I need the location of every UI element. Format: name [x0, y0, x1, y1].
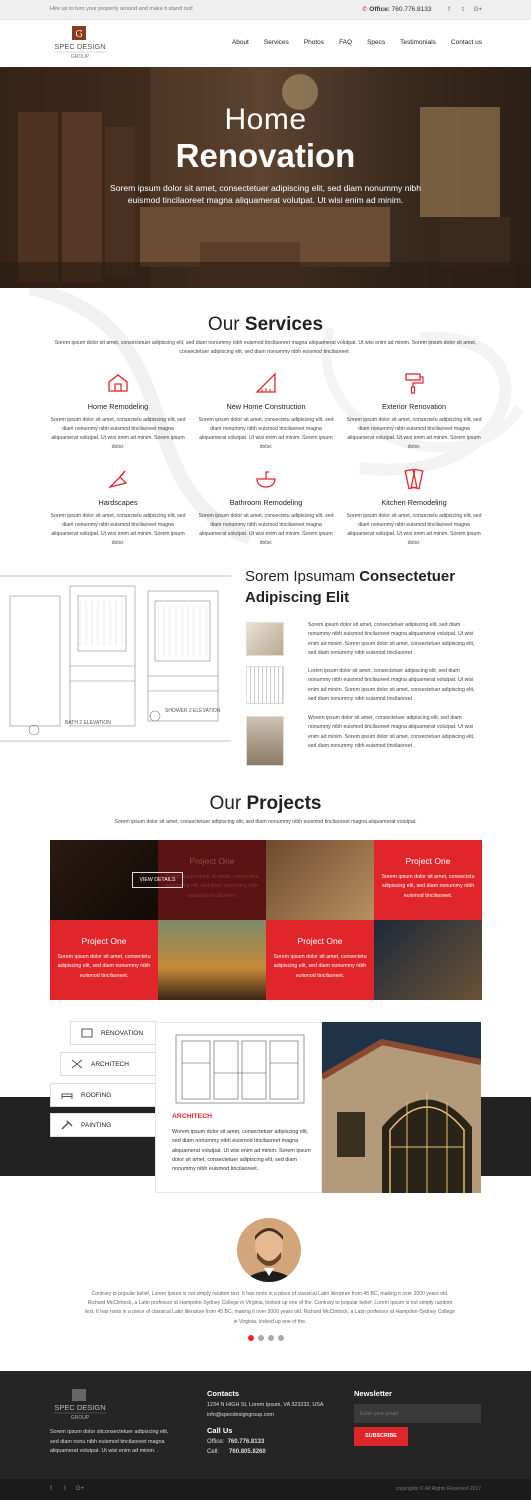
services-title: Our Services [207, 314, 324, 335]
service-bathroom-remodeling[interactable]: Bathroom Remodeling Sorem ipsum dolor sit amet, consectetu adipiscing elit, sed diam nonummy nibh euismod tincilaoreet magna aliquamerat volutpat. Ut wisi enim ad minim. Sorem ipsum dolor. [196, 467, 336, 548]
service-hardscapes[interactable]: Hardscapes Sorem ipsum dolor sit amet, consectetu adipiscing elit, sed diam nonummy nibh euismod tincilaoreet magna aliquamerat volutpat. Ut wisi enim ad minim. Sorem ipsum dolor. [48, 467, 188, 548]
roofing-icon [61, 1090, 73, 1100]
blueprint-drawing [0, 566, 231, 766]
project-tile-4[interactable]: Project One Sorem ipsum dolor sit amet, consectetu adipiscing elit, sed diam nonummy nibh euismod tincilaoreet. [374, 840, 482, 920]
hero-banner [0, 67, 531, 288]
footer [0, 1371, 531, 1479]
house-icon [106, 371, 130, 395]
project-tile-6[interactable] [158, 920, 266, 1000]
hero-subtitle: Sorem ipsum dolor sit amet, consectetuer adipiscing elit, sed diam nonummy nibh euismod tincilaoreet magna aliquamerat volutpat. Ut wisi enim ad minim. [110, 183, 421, 205]
project-tile-5[interactable]: Project One Sorem ipsum dolor sit amet, consectetu adipiscing elit, sed diam nonummy nibh euismod tincilaoreet. [50, 920, 158, 1000]
trowel-icon [106, 467, 130, 491]
nav-contact[interactable]: Contact us [450, 39, 482, 46]
phone-icon: ✆ [362, 6, 368, 13]
svg-text:BATH 2 ELEVATION: BATH 2 ELEVATION [65, 720, 111, 726]
ruler-icon [254, 371, 278, 395]
project-tile-2[interactable]: Project One Sorem ipsum dolor sit amet, consectetu adipiscing elit, sed diam nonummy nibh euismod tincilaoreet. [158, 840, 266, 920]
service-exterior-renovation[interactable]: Exterior Renovation Sorem ipsum dolor sit amet, consectetu adipiscing elit, sed diam nonummy nibh euismod tincilaoreet magna aliquamerat volutpat. Ut wisi enim ad minim. Sorem ipsum dolor. [344, 371, 484, 452]
footer-facebook-icon[interactable]: f [50, 1485, 52, 1492]
carousel-dot-4[interactable] [278, 1335, 284, 1341]
feature-paragraph-1: Sorem ipsum dolor sit amet, consectetuer adipiscing elit, sed diam nonummy nibh euismod tincilaoreet magna aliquamerat volutpat. Ut wisi enim ad minim. Sorem ipsum dolor sit amet, consectetuer adipiscing elit, sed diam nonummy nibh euismod tincilaoreet . [308, 622, 475, 656]
tab-architech[interactable]: ARCHITECH [60, 1052, 156, 1076]
svg-text:SPEC DESIGN: SPEC DESIGN [54, 1403, 106, 1412]
architech-icon [71, 1059, 83, 1069]
sink-icon [254, 467, 278, 491]
thumbnail-floorplan[interactable] [246, 622, 284, 656]
thumbnail-blueprint[interactable] [246, 666, 284, 704]
nav-services[interactable]: Services [263, 39, 289, 46]
google-plus-icon[interactable]: G+ [473, 6, 483, 13]
newsletter-email-input[interactable] [354, 1404, 481, 1423]
footer-office-phone[interactable]: Office: 760.776.8133 [207, 1439, 265, 1445]
carousel-dot-3[interactable] [268, 1335, 274, 1341]
footer-twitter-icon[interactable]: t [64, 1485, 66, 1492]
nav-testimonials[interactable]: Testimonials [400, 39, 436, 46]
nav-photos[interactable]: Photos [303, 39, 325, 46]
project-tile-7[interactable]: Project One Sorem ipsum dolor sit amet, consectetu adipiscing elit, sed diam nonummy nibh euismod tincilaoreet. [266, 920, 374, 1000]
feature-paragraph-3: Worem ipsum dolor sit amet, consectetuer adipiscing elit, sed diam nonummy nibh euismod tincilaoreet magna aliquamerat volutpat. Ut wisi enim ad minim. Sorem ipsum dolor sit amet, consectetuer adipiscing elit, sed diam nonummy nibh euismod tincilaoreet . [308, 715, 475, 749]
tab-renovation[interactable]: RENOVATION [70, 1021, 156, 1045]
copyright-text: copyrights © All Rights Reserved 2017 [395, 1486, 481, 1492]
feature-paragraph-2: Lorem ipsum dolor sit amet, consectetuer adipiscing elit, sed diam nonummy nibh euismod tincilaoreet magna aliquamerat volutpat. Ut wisi enim ad minim. Sorem ipsum dolor sit amet, consectetuer adipiscing elit, sed diam nonummy nibh euismod tincilaoreet . [308, 668, 475, 702]
svg-text:G: G [75, 30, 83, 40]
paint-roller-icon [402, 371, 426, 395]
facebook-icon[interactable]: f [448, 6, 450, 13]
tab-painting[interactable]: PAINTING [50, 1113, 156, 1137]
testimonial-text: Contrary to popular belief, Lorem Ipsum is not simply random text. It has roots in a piece of classical Latin literature from 45 BC, making it over 2000 years old. Richard McClintock, a Latin professor at Hampden-Sydney College in Virginia, looked up one of the. Contrary to popular belief, Lorem Ipsum is not simply random text. It has roots in a piece of classical Latin literature from 45 BC, making it over 2000 years old. Richard McClintock, a Latin professor at Hampden-Sydney College in Virginia, looked up one of the. [84, 1291, 456, 1325]
svg-text:GROUP: GROUP [70, 54, 90, 60]
service-new-home-construction[interactable]: New Home Construction Sorem ipsum dolor sit amet, consectetu adipiscing elit, sed diam nonummy nibh euismod tincilaoreet magna aliquamerat volutpat. Ut wisi enim ad minim. Sorem ipsum dolor. [196, 371, 336, 452]
svg-text:SHOWER 2 ELEVATION: SHOWER 2 ELEVATION [165, 708, 221, 714]
header [0, 20, 531, 67]
carousel-dot-1[interactable] [248, 1335, 254, 1341]
nav-specs[interactable]: Specs [367, 39, 386, 46]
tagline: Hire us to turn your property around and make it stand out! [50, 6, 193, 12]
avatar [237, 1218, 301, 1282]
thumbnail-bathroom[interactable] [246, 716, 284, 766]
footer-email[interactable]: info@specdesigngroup.com [207, 1412, 274, 1418]
carousel-dot-2[interactable] [258, 1335, 264, 1341]
tab-roofing[interactable]: ROOFING [50, 1083, 156, 1107]
copyright-bar [0, 1479, 531, 1500]
subscribe-button[interactable]: SUBSCRIBE [354, 1427, 408, 1446]
mansion-photo [322, 1022, 481, 1193]
svg-text:SPEC DESIGN: SPEC DESIGN [54, 42, 106, 51]
cabinet-sketch [174, 1033, 306, 1105]
top-bar [0, 0, 531, 20]
call-heading: Call Us [207, 1426, 233, 1435]
detail-title: ARCHITECH [172, 1113, 213, 1120]
view-details-button[interactable]: VIEW DETAILS [132, 872, 183, 888]
contacts-heading: Contacts [207, 1389, 240, 1398]
nav-about[interactable]: About [231, 39, 249, 46]
footer-cell-phone[interactable]: Cell: 760.805.8260 [207, 1449, 266, 1455]
nav-faq[interactable]: FAQ [339, 39, 353, 46]
service-home-remodeling[interactable]: Home Remodeling Sorem ipsum dolor sit amet, consectetu adipiscing elit, sed diam nonummy nibh euismod tincilaoreet magna aliquamerat volutpat. Ut wisi enim ad minim. Sorem ipsum dolor. [48, 371, 188, 452]
detail-description: Worem ipsum dolor sit amet, consectetuer adipiscing elit, sed diam nonummy nibh euismod tincilaoreet magna aliquamerat volutpat. Ut wisi enim ad minim. Sorem ipsum dolor sit amet, consectetuer adipiscing elit, sed diam nonummy nibh euismod tincilaoreet . [172, 1129, 311, 1173]
renovation-icon [81, 1028, 93, 1038]
swatches-icon [402, 467, 426, 491]
feature-title: Sorem Ipsumam Consectetuer Adipiscing Elit [245, 568, 456, 606]
newsletter-heading: Newsletter [354, 1389, 392, 1398]
project-tile-8[interactable] [374, 920, 482, 1000]
footer-google-plus-icon[interactable]: G+ [75, 1485, 85, 1492]
project-tile-3[interactable] [266, 840, 374, 920]
painting-icon [61, 1120, 73, 1130]
projects-title: Our Projects [209, 793, 322, 814]
office-phone[interactable]: ✆ Office: 760.776.8133 [362, 6, 432, 13]
hero-kitchen-image [0, 67, 531, 288]
logo[interactable] [50, 26, 110, 62]
hero-title-line1: Home [224, 103, 307, 136]
svg-text:GROUP: GROUP [70, 1415, 90, 1421]
footer-logo [50, 1387, 110, 1423]
projects-intro: Sorem ipsum dolor sit amet, consectetuer adipiscing elit, sed diam nonummy nibh euismod tincilaoreet magna aliquamerat volutpat. [114, 819, 417, 825]
footer-about: Sorem ipsum dolor sitconsectetuer adipiscing elit, sed diam nonu nibh euismod tincilaoreet magna aliquamerat volutpat. Ut wisi enim ad minim. . [50, 1429, 169, 1454]
footer-address: 1234 N HIGH St, Lorem Ipsum, VA 323232, USA [207, 1402, 324, 1408]
main-nav [232, 39, 482, 46]
service-kitchen-remodeling[interactable]: Kitchen Remodeling Sorem ipsum dolor sit amet, consectetu adipiscing elit, sed diam nonummy nibh euismod tincilaoreet magna aliquamerat volutpat. Ut wisi enim ad minim. Sorem ipsum dolor. [344, 467, 484, 548]
services-intro: Sorem ipsum dolor sit amet, consectetuer adipiscing elit, sed diam nonummy nibh euismod tincilaoreet magna aliquamerat volutpat. Ut wisi enim ad minim. Sorem ipsum dolor sit amet, consectetuer adipiscing elit, sed diam nonummy nibh euismod tincilaoreet . [54, 340, 477, 355]
hero-title-line2: Renovation [175, 137, 356, 174]
twitter-icon[interactable]: t [462, 6, 464, 13]
service-detail-card [155, 1022, 322, 1193]
